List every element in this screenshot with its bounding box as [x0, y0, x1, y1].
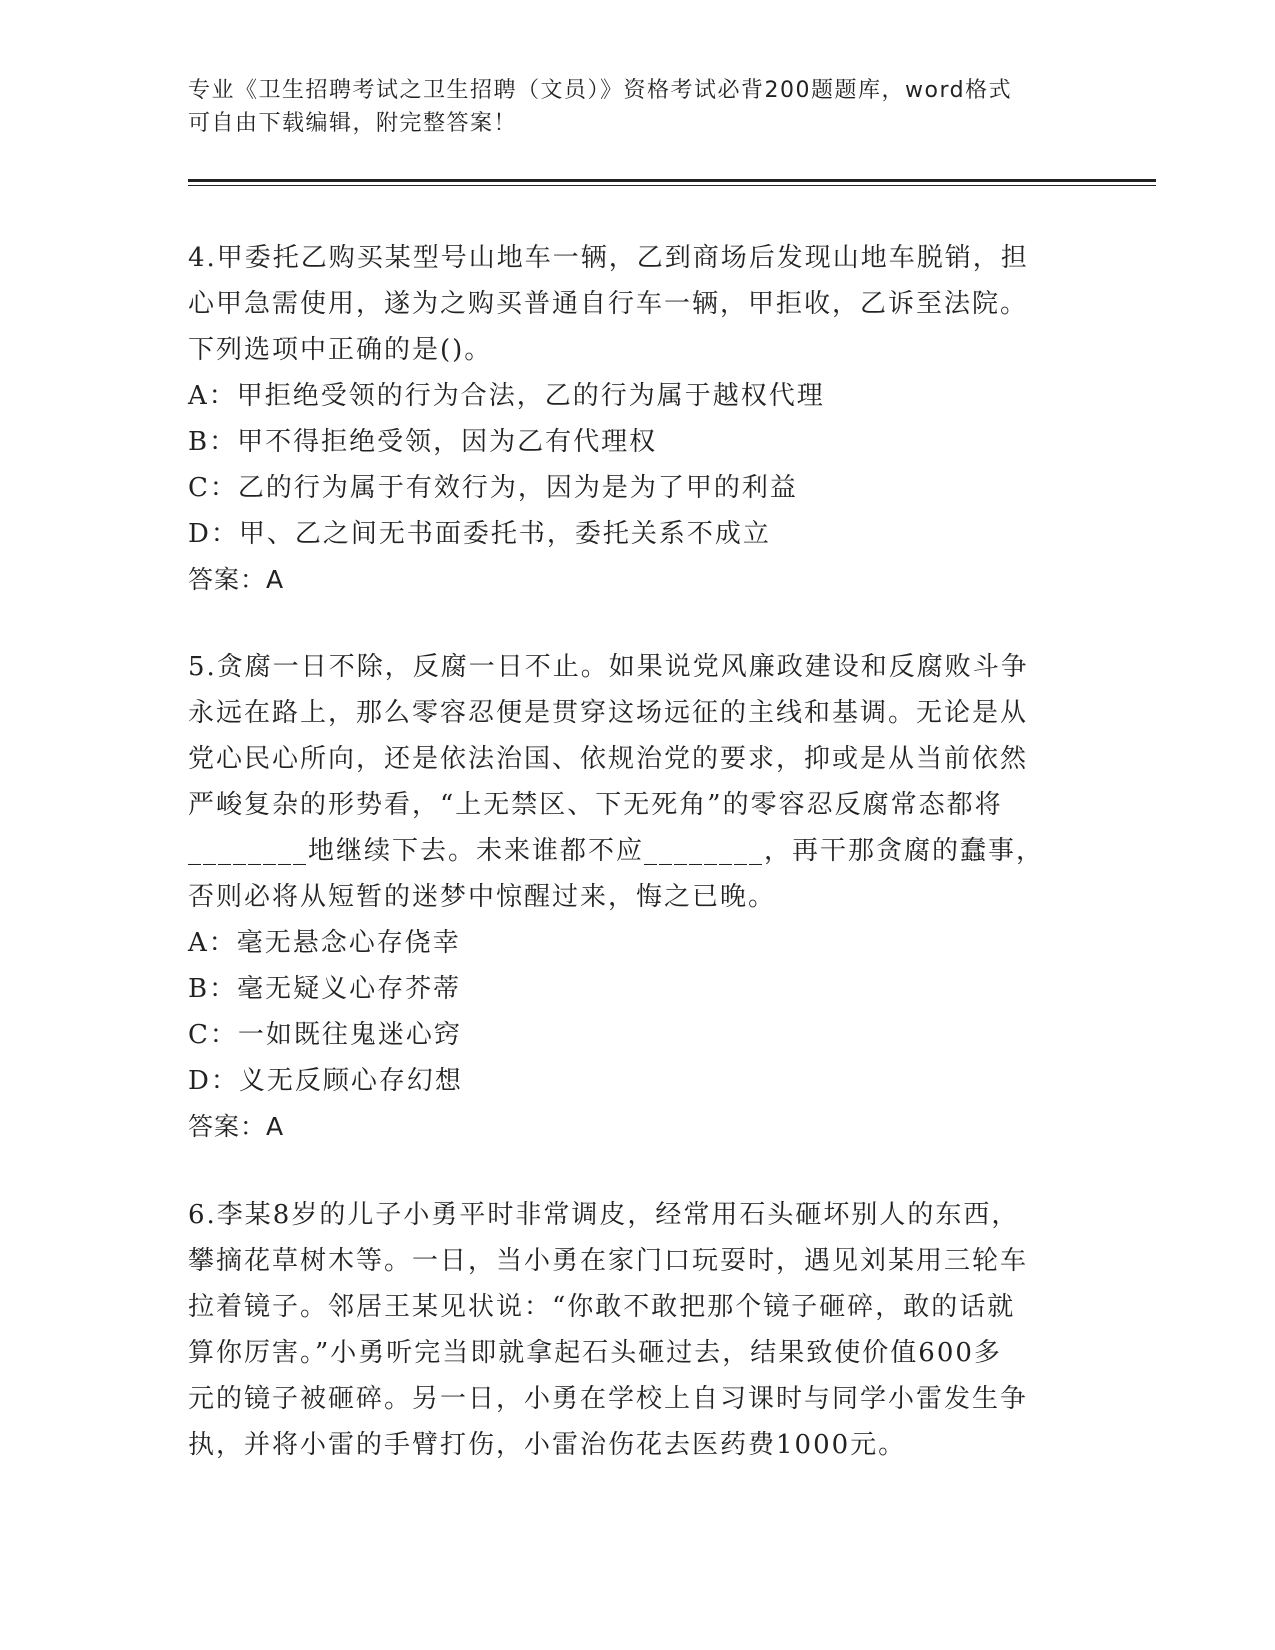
question-stem-line: 拉着镜子。邻居王某见状说：“你敢不敢把那个镜子砸碎，敢的话就	[188, 1292, 1016, 1322]
header-title-line-1: 专业《卫生招聘考试之卫生招聘（文员）》资格考试必背200题题库，word格式	[188, 78, 1013, 103]
option-c: C：乙的行为属于有效行为，因为是为了甲的利益	[188, 473, 798, 503]
answer-label: 答案：A	[188, 565, 285, 594]
option-a: A：毫无悬念心存侥幸	[188, 928, 461, 958]
header-title-line-2: 可自由下载编辑，附完整答案！	[188, 111, 518, 136]
question-stem-line: 6.李某8岁的儿子小勇平时非常调皮，经常用石头砸坏别人的东西，	[188, 1200, 1020, 1230]
question-stem-line: 算你厉害。”小勇听完当即就拿起石头砸过去，结果致使价值600多	[188, 1338, 1002, 1368]
option-b: B：甲不得拒绝受领，因为乙有代理权	[188, 427, 658, 457]
question-4	[188, 235, 1068, 603]
option-d: D：甲、乙之间无书面委托书，委托关系不成立	[188, 519, 771, 549]
question-6	[188, 1192, 1068, 1468]
question-stem-line: 下列选项中正确的是()。	[188, 335, 493, 365]
option-a: A：甲拒绝受领的行为合法，乙的行为属于越权代理	[188, 381, 825, 411]
answer-label: 答案：A	[188, 1112, 285, 1141]
question-stem-line: 严峻复杂的形势看，“上无禁区、下无死角”的零容忍反腐常态都将	[188, 790, 1003, 820]
header-divider-thick	[188, 179, 1156, 182]
question-stem-line: 攀摘花草树木等。一日，当小勇在家门口玩耍时，遇见刘某用三轮车	[188, 1246, 1029, 1276]
question-stem-line: 4.甲委托乙购买某型号山地车一辆，乙到商场后发现山地车脱销，担	[188, 243, 1029, 273]
option-c: C：一如既往鬼迷心窍	[188, 1020, 462, 1050]
question-stem-line: 永远在路上，那么零容忍便是贯穿这场远征的主线和基调。无论是从	[188, 698, 1029, 728]
question-stem-line: 否则必将从短暂的迷梦中惊醒过来，悔之已晚。	[188, 882, 777, 912]
question-5	[188, 644, 1068, 1150]
question-stem-line: 心甲急需使用，遂为之购买普通自行车一辆，甲拒收，乙诉至法院。	[188, 289, 1029, 319]
document-header	[188, 74, 1088, 140]
question-stem-line: 元的镜子被砸碎。另一日，小勇在学校上自习课时与同学小雷发生争	[188, 1384, 1029, 1414]
question-stem-line: 5.贪腐一日不除，反腐一日不止。如果说党风廉政建设和反腐败斗争	[188, 652, 1029, 682]
option-b: B：毫无疑义心存芥蒂	[188, 974, 462, 1004]
question-stem-line: ________地继续下去。未来谁都不应________，再干那贪腐的蠢事，	[188, 836, 1045, 866]
question-stem-line: 执，并将小雷的手臂打伤，小雷治伤花去医药费1000元。	[188, 1430, 907, 1460]
option-d: D：义无反顾心存幻想	[188, 1066, 463, 1096]
question-stem-line: 党心民心所向，还是依法治国、依规治党的要求，抑或是从当前依然	[188, 744, 1029, 774]
header-divider-thin	[188, 185, 1156, 186]
